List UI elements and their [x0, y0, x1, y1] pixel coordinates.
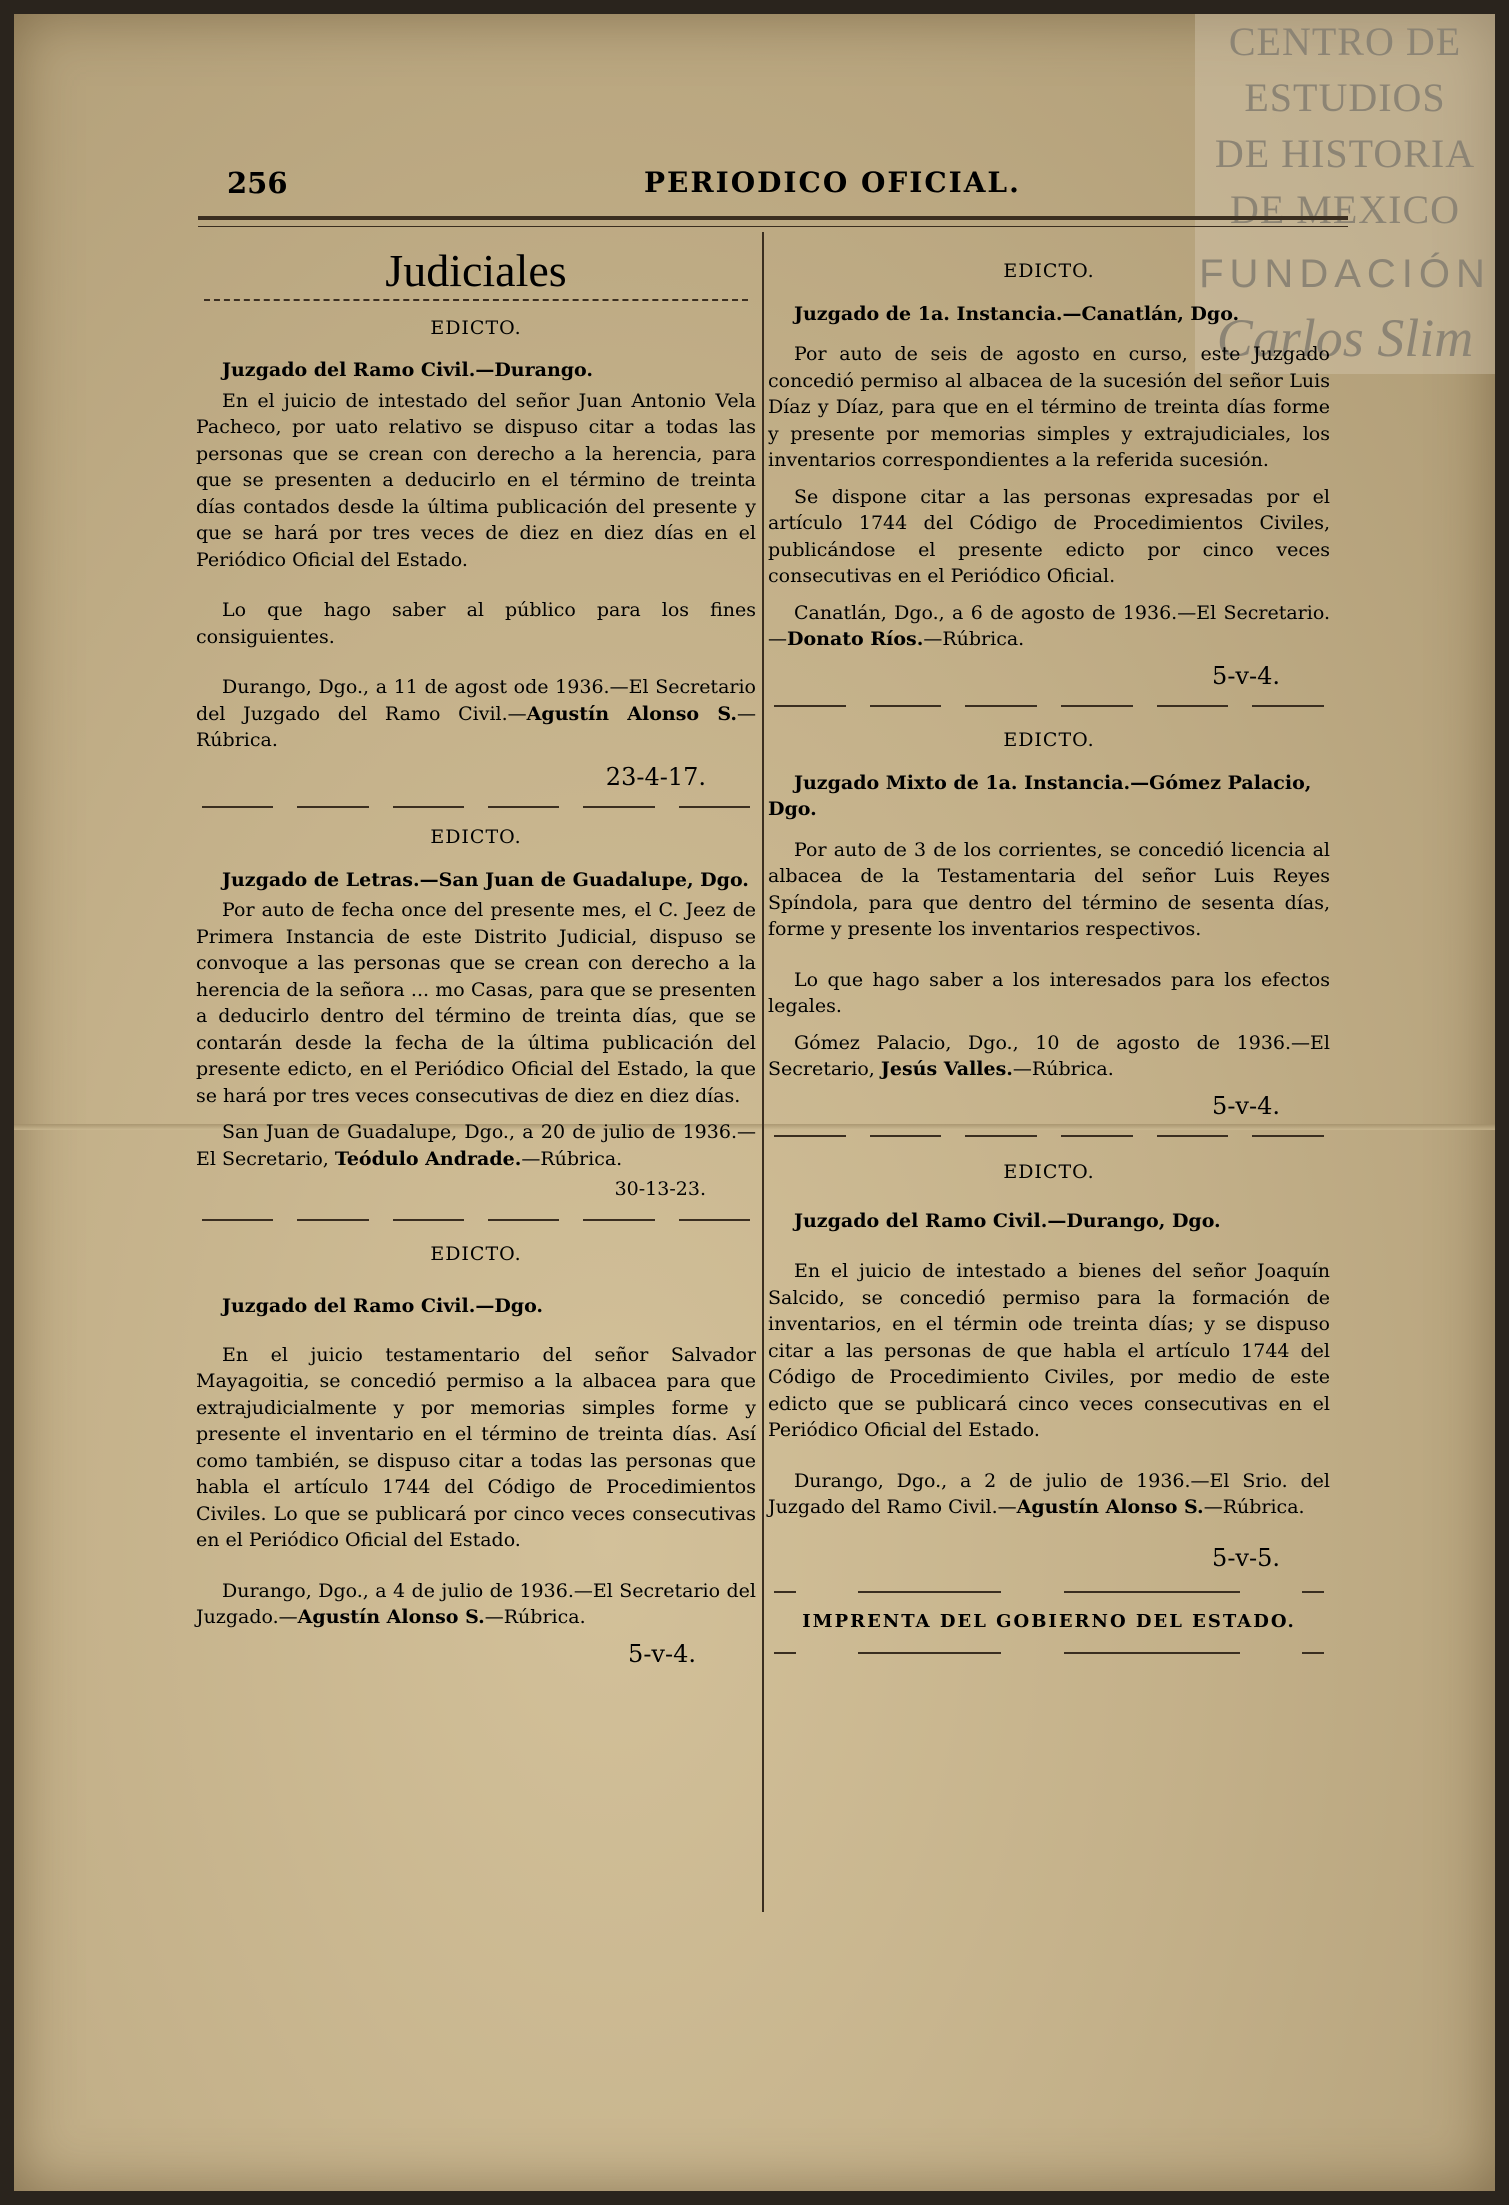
signature-text: Durango, Dgo., a 2 de julio de 1936.—El Srio. del Juzgado del Ramo Civil.—	[768, 1469, 1330, 1518]
notice-paragraph: En el juicio testamentario del señor Salvador Mayagoitia, se concedió permiso a la albacea para que extrajudicialmente y por memorias simples forme y presente el inventario en el término de treinta días. Así como también, se dispuso citar a todas las personas que habla el artículo 1744 del Código de Procedimientos Civiles. Lo que se publicará por cinco veces consecutivas en el Periódico Oficial del Estado.	[196, 1343, 756, 1551]
notice-paragraph: Por auto de 3 de los corrientes, se concedió licencia al albacea de la Testamentaria del señor Luis Reyes Spíndola, para que dentro del término de sesenta días, forme y presente los inventarios respectivos.	[768, 838, 1330, 940]
notice-paragraph: Por auto de fecha once del presente mes, el C. Jeez de Primera Instancia de este Distrito Judicial, dispuso se convoque a las personas que se crean con derecho a la herencia de la señora ... mo Casas, para que se presenten a deducirlo dentro del término de treinta días, que se contarán desde la fecha de la última publicación del presente edicto, en el Periódico Oficial del Estado, la que se hará por tres veces consecutivas de diez en diez días.	[196, 899, 756, 1107]
court-name: Juzgado del Ramo Civil.—Durango, Dgo.	[794, 1209, 1221, 1232]
signatory-name: Agustín Alonso S.	[297, 1606, 485, 1628]
court-name: Juzgado del Ramo Civil.—Durango.	[222, 359, 593, 381]
notice-paragraph: Lo que hago saber a los interesados para los efectos legales.	[768, 968, 1330, 1017]
signatory-name: Agustín Alonso S.	[1016, 1496, 1204, 1518]
edicto-notice	[768, 258, 1330, 689]
section-title: Judiciales	[385, 245, 567, 296]
notice-paragraph: En el juicio de intestado del señor Juan Antonio Vela Pacheco, por uato relativo se dispuso citar a todas las personas que se crean con derecho a la herencia, para que se presenten a deducirlo en el término de treinta días contados desde la última publicación del presente y que se hará por tres veces de diez en diez días en el Periódico Oficial del Estado.	[196, 389, 756, 571]
edicto-heading: EDICTO.	[430, 316, 522, 339]
signature-text: Durango, Dgo., a 11 de agost ode 1936.—El Secretario del Juzgado del Ramo Civil.—	[196, 676, 756, 725]
right-column	[768, 240, 1330, 1670]
signatory-name: Jesús Valles.	[880, 1058, 1013, 1080]
page-number: 256	[227, 166, 288, 200]
signatory-name: Agustín Alonso S.	[526, 702, 737, 725]
signature-suffix: —Rúbrica.	[484, 1606, 586, 1628]
court-name: Juzgado del Ramo Civil.—Dgo.	[222, 1295, 544, 1317]
signature-text: San Juan de Guadalupe, Dgo., a 20 de julio de 1936.—El Secretario,	[196, 1121, 756, 1170]
notice-separator	[202, 806, 750, 808]
edicto-heading: EDICTO.	[430, 1242, 522, 1265]
edicto-notice	[768, 727, 1330, 1119]
notice-paragraph: En el juicio de intestado a bienes del señor Joaquín Salcido, se concedió permiso para la formación de inventarios, en el términ ode treinta días; y se dispuso citar a las personas de que habla el artículo 1744 del Código de Procedimiento Civiles, por medio de este edicto que se publicará cinco veces consecutivas en el Periódico Oficial del Estado.	[768, 1260, 1330, 1441]
signature-text: Canatlán, Dgo., a 6 de agosto de 1936.—El Secretario.—	[768, 601, 1330, 650]
watermark-line: DE HISTORIA	[1214, 131, 1476, 176]
court-name: Juzgado de Letras.—San Juan de Guadalupe, Dgo.	[222, 868, 749, 891]
publication-code: 5-v-5.	[1212, 1543, 1280, 1572]
court-name: Juzgado Mixto de 1a. Instancia.—Gómez Palacio, Dgo.	[768, 771, 1312, 820]
signature-suffix: —Rúbrica.	[1203, 1496, 1305, 1518]
watermark-line: DE MEXICO	[1229, 187, 1461, 232]
left-column	[196, 240, 756, 1673]
notice-separator	[774, 1135, 1324, 1137]
publication-code: 5-v-4.	[628, 1639, 696, 1668]
edicto-heading: EDICTO.	[430, 826, 522, 848]
signature-text: Durango, Dgo., a 4 de julio de 1936.—El Secretario del Juzgado.—	[196, 1579, 756, 1628]
header-rule	[198, 216, 1348, 220]
edicto-notice	[768, 1159, 1330, 1571]
signatory-name: Teódulo Andrade.	[334, 1147, 522, 1170]
notice-signature	[196, 1578, 756, 1631]
watermark-fundacion: FUNDACIÓN	[1199, 252, 1491, 296]
court-name: Juzgado de 1a. Instancia.—Canatlán, Dgo.	[794, 302, 1240, 325]
publication-code: 23-4-17.	[605, 762, 706, 791]
page-header	[184, 158, 1284, 208]
signature-suffix: —Rúbrica.	[1012, 1058, 1114, 1080]
publication-code: 30-13-23.	[614, 1178, 706, 1200]
notice-separator	[202, 1219, 750, 1221]
notice-separator	[774, 705, 1324, 707]
notice-signature	[196, 1119, 756, 1172]
header-rule-thin	[198, 226, 1348, 227]
signature-text: Gómez Palacio, Dgo., 10 de agosto de 1936.—El Secretario,	[768, 1031, 1330, 1080]
publication-code: 5-v-4.	[1212, 1091, 1280, 1120]
watermark-line: CENTRO DE	[1228, 19, 1462, 64]
watermark-line: ESTUDIOS	[1244, 75, 1446, 120]
edicto-notice	[196, 315, 756, 791]
edicto-notice	[196, 824, 756, 1203]
notice-paragraph: Lo que hago saber al público para los fines consiguientes.	[196, 599, 756, 648]
notice-signature	[768, 1468, 1330, 1521]
edicto-heading: EDICTO.	[1003, 1161, 1095, 1183]
signature-suffix: —Rúbrica.	[923, 628, 1025, 650]
edicto-notice	[196, 1241, 756, 1668]
edicto-heading: EDICTO.	[1003, 260, 1095, 282]
page-title: PERIODICO OFICIAL.	[644, 166, 1021, 199]
printer-imprint: IMPRENTA DEL GOBIERNO DEL ESTADO.	[802, 1611, 1296, 1632]
signature-suffix: —Rúbrica.	[196, 702, 756, 751]
notice-paragraph: Por auto de seis de agosto en curso, este Juzgado concedió permiso al albacea de la sucesión del señor Luis Díaz y Díaz, para que en el término de treinta días forme y presente por memorias simples y extrajudiciales, los inventarios correspondientes a la referida sucesión.	[768, 343, 1330, 471]
column-divider	[762, 232, 764, 1912]
footer-rule	[774, 1652, 1324, 1654]
publication-code: 5-v-4.	[1212, 661, 1280, 690]
watermark-signature: Carlos Slim	[1216, 308, 1474, 368]
edicto-heading: EDICTO.	[1003, 729, 1095, 751]
signature-suffix: —Rúbrica.	[521, 1147, 623, 1170]
notice-paragraph: Se dispone citar a las personas expresadas por el artículo 1744 del Código de Procedimientos Civiles, publicándose el presente edicto por cinco veces consecutivas en el Periódico Oficial.	[768, 485, 1330, 587]
notice-signature	[768, 600, 1330, 653]
notice-signature	[768, 1030, 1330, 1083]
signatory-name: Donato Ríos.	[787, 628, 924, 650]
notice-signature	[196, 674, 756, 754]
section-rule	[204, 299, 748, 301]
footer-rule	[774, 1591, 1324, 1593]
